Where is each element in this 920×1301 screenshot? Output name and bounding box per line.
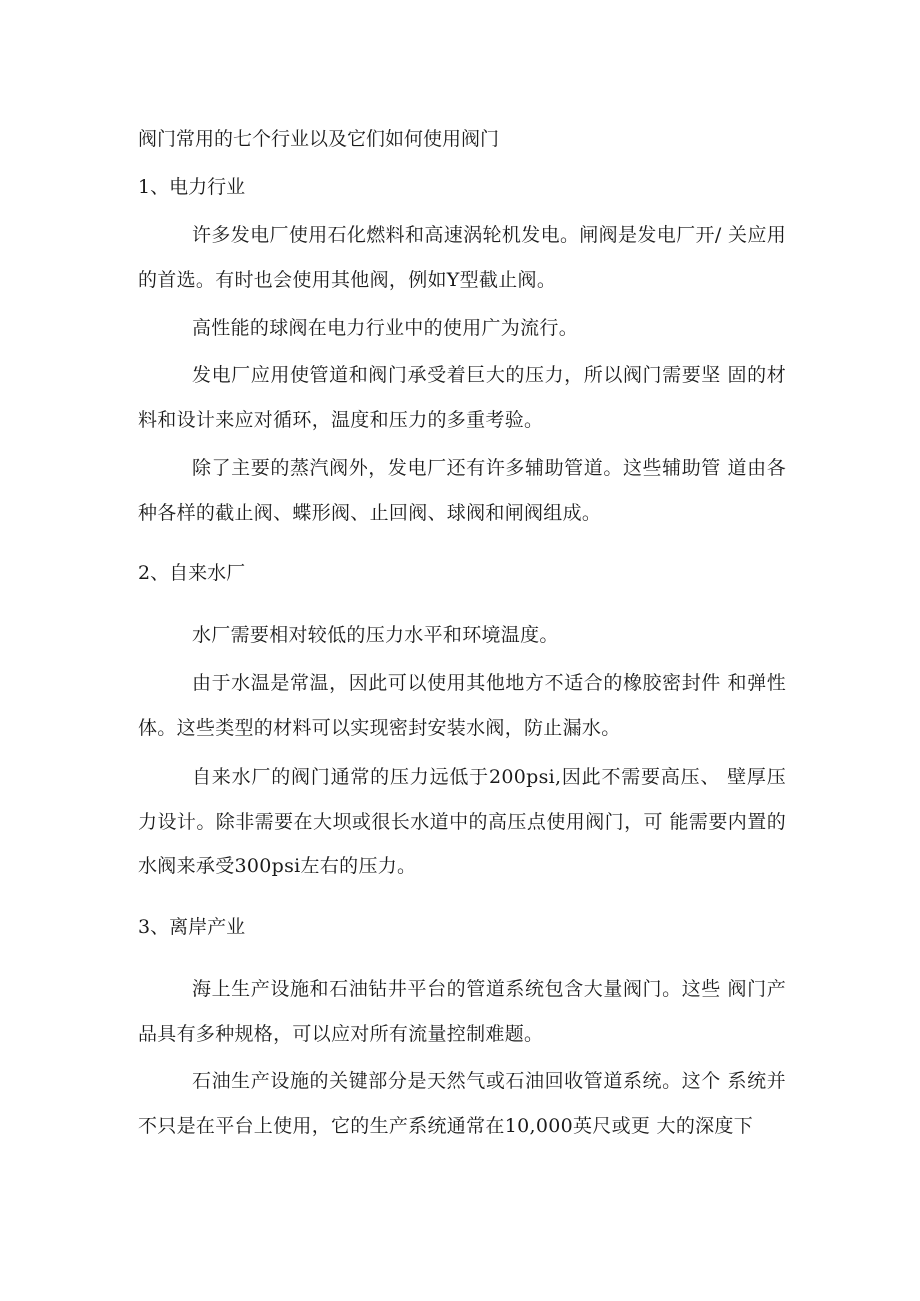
paragraph: 石油生产设施的关键部分是天然气或石油回收管道系统。这个 系统并不只是在平台上使用，它的生产系统通常在10,000英尺或更 大的深度下 — [138, 1070, 786, 1137]
document-title: 阀门常用的七个行业以及它们如何使用阀门 — [138, 128, 500, 150]
paragraph: 高性能的球阀在电力行业中的使用广为流行。 — [192, 317, 579, 339]
paragraph: 除了主要的蒸汽阀外，发电厂还有许多辅助管道。这些辅助管 道由各种各样的截止阀、蝶形阀、止回阀、球阀和闸阀组成。 — [138, 457, 786, 524]
paragraph: 水厂需要相对较低的压力水平和环境温度。 — [192, 624, 559, 646]
paragraph: 许多发电厂使用石化燃料和高速涡轮机发电。闸阀是发电厂开/ 关应用的首选。有时也会使用其他阀，例如Y型截止阀。 — [138, 224, 786, 291]
paragraph: 发电厂应用使管道和阀门承受着巨大的压力，所以阀门需要坚 固的材料和设计来应对循环，温度和压力的多重考验。 — [138, 364, 786, 431]
section-heading-water-plant: 2、自来水厂 — [138, 562, 246, 584]
section-heading-power-industry: 1、电力行业 — [138, 176, 246, 198]
paragraph: 海上生产设施和石油钻井平台的管道系统包含大量阀门。这些 阀门产品具有多种规格，可以应对所有流量控制难题。 — [138, 978, 786, 1045]
paragraph: 由于水温是常温，因此可以使用其他地方不适合的橡胶密封件 和弹性体。这些类型的材料可以实现密封安装水阀，防止漏水。 — [138, 672, 786, 739]
section-heading-offshore-industry: 3、离岸产业 — [138, 916, 246, 938]
paragraph: 自来水厂的阀门通常的压力远低于200psi,因此不需要高压、 壁厚压力设计。除非需要在大坝或很长水道中的高压点使用阀门，可 能需要内置的水阀来承受300psi左右的压力。 — [138, 766, 786, 877]
